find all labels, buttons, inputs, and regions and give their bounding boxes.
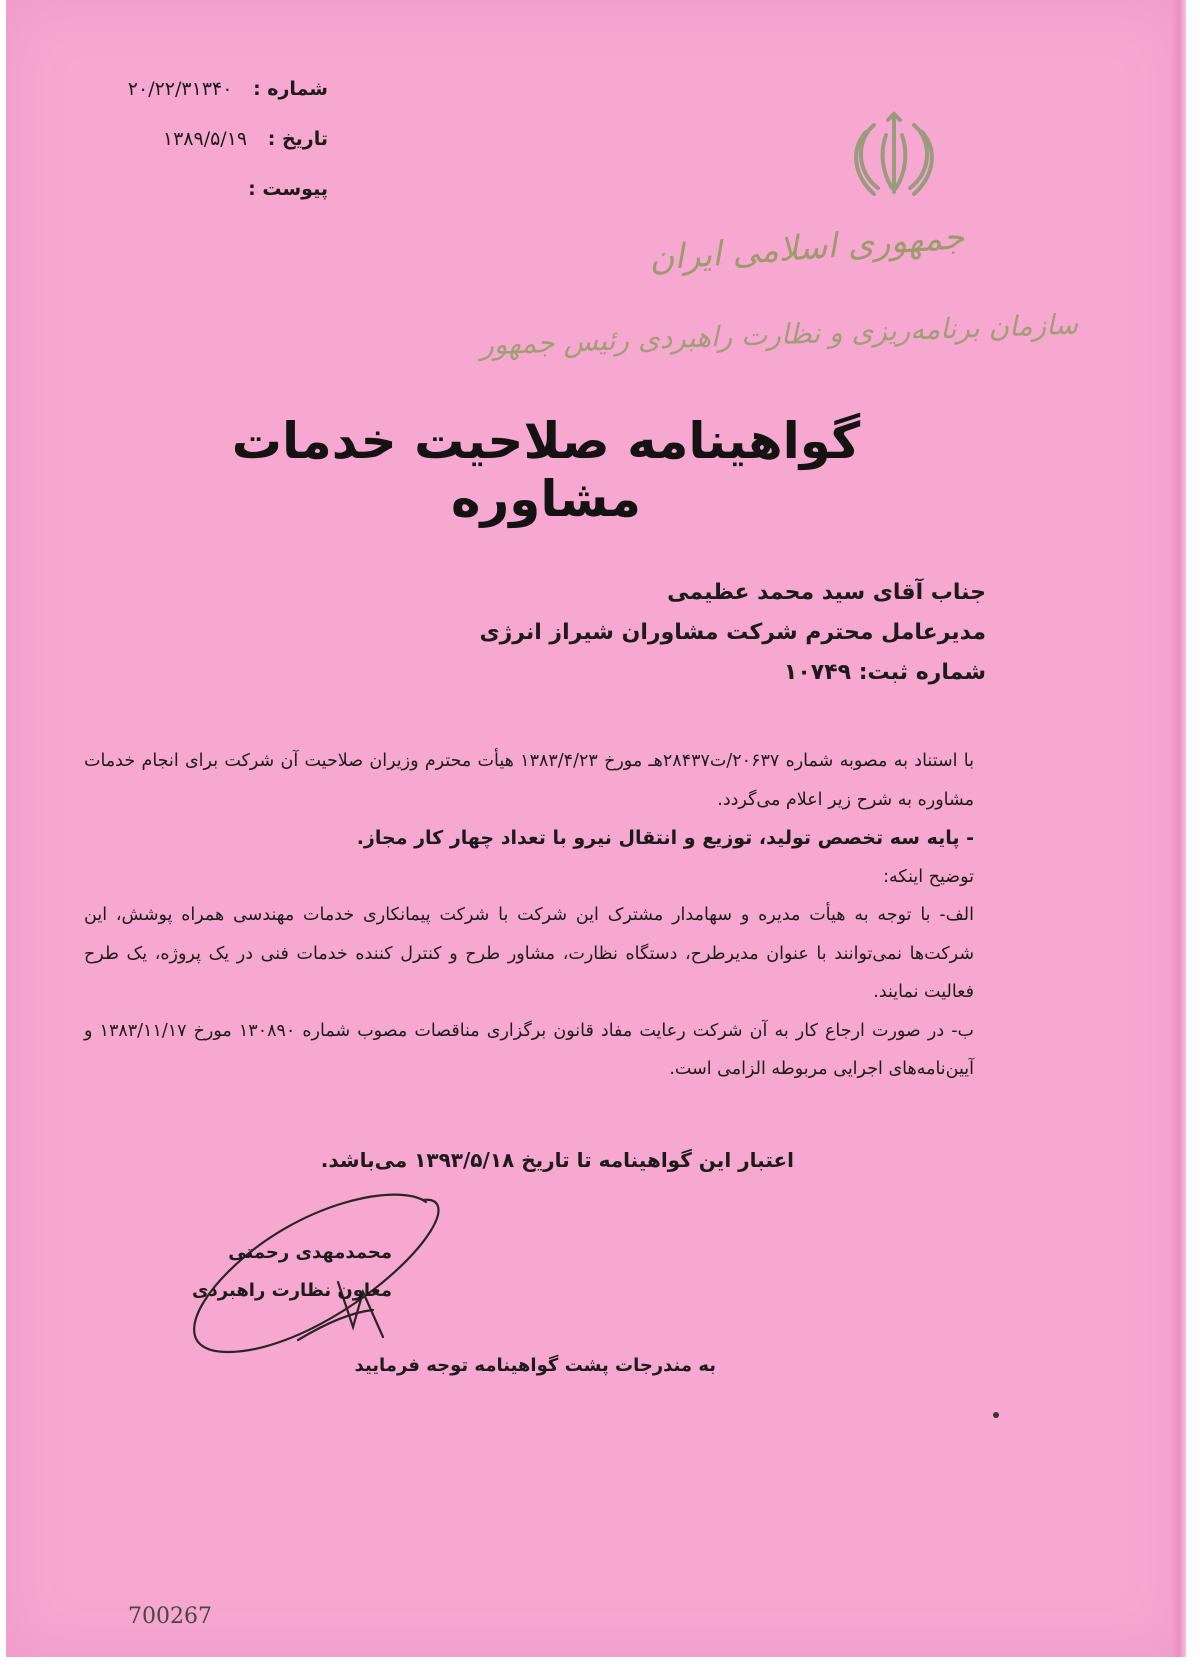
letterhead-organization: سازمان برنامه‌ریزی و نظارت راهبردی رئیس جمهور xyxy=(479,307,1079,362)
footer-note: به مندرجات پشت گواهینامه توجه فرمایید xyxy=(354,1355,716,1376)
addressee-name: جناب آقای سید محمد عظیمی xyxy=(667,580,986,605)
signer-position: معاون نظارت راهبردی xyxy=(192,1280,392,1301)
iran-emblem-icon xyxy=(844,110,944,200)
certificate-body xyxy=(84,742,974,1089)
body-intro: با استناد به مصوبه شماره ۲۰۶۳۷/ت۲۸۴۳۷هـ مورخ ۱۳۸۳/۴/۲۳ هیأت محترم وزیران صلاحیت آن شرکت برای انجام خدمات مشاوره به شرح زیر اعلام می‌گردد. xyxy=(84,751,974,810)
letterhead-country: جمهوری اسلامی ایران xyxy=(647,217,966,279)
body-item-b: ب- در صورت ارجاع کار به آن شرکت رعایت مفاد قانون برگزاری مناقصات مصوب شماره ۱۳۰۸۹۰ مورخ ۱۳۸۳/۱۱/۱۷ و آیین‌نامه‌های اجرایی مربوطه الزامی است. xyxy=(84,1020,975,1079)
serial-number: 700267 xyxy=(128,1604,212,1629)
ink-speck xyxy=(993,1412,999,1418)
attachment-row xyxy=(68,178,328,228)
attachment-label: پیوست : xyxy=(248,178,328,200)
date-label: تاریخ : xyxy=(267,128,328,150)
document-meta xyxy=(68,78,328,228)
signer-block xyxy=(192,1242,392,1318)
certificate-sheet xyxy=(6,0,1186,1657)
registration-number: شماره ثبت: ۱۰۷۴۹ xyxy=(783,660,986,685)
date-row xyxy=(68,128,328,178)
certificate-title: گواهینامه صلاحیت خدمات مشاوره xyxy=(231,412,861,528)
number-row xyxy=(68,78,328,128)
date-value: ۱۳۸۹/۵/۱۹ xyxy=(162,128,248,150)
addressee-position: مدیرعامل محترم شرکت مشاوران شیراز انرژی xyxy=(479,620,986,645)
signer-name: محمدمهدی رحمتی xyxy=(228,1242,392,1263)
body-item-a: الف- با توجه به هیأت مدیره و سهامدار مشترک این شرکت با شرکت پیمانکاری خدمات مهندسی همراه پوشش، این شرکت‌ها نمی‌توانند با عنوان مدیرطرح، دستگاه نظارت، مشاور طرح و کنترل کننده خدمات فنی در یک پروژه، یک طرح فعالیت نمایند. xyxy=(84,905,974,1002)
body-note-label: توضیح اینکه: xyxy=(883,866,974,887)
number-label: شماره : xyxy=(253,78,328,100)
addressee-block xyxy=(286,580,986,700)
body-grade: - پایه سه تخصص تولید، توزیع و انتقال نیرو با تعداد چهار کار مجاز. xyxy=(356,827,974,849)
paper-edge xyxy=(1170,0,1186,1657)
number-value: ۲۰/۲۲/۳۱۳۴۰ xyxy=(127,78,233,100)
validity-statement: اعتبار این گواهینامه تا تاریخ ۱۳۹۳/۵/۱۸ می‌باشد. xyxy=(320,1148,794,1172)
